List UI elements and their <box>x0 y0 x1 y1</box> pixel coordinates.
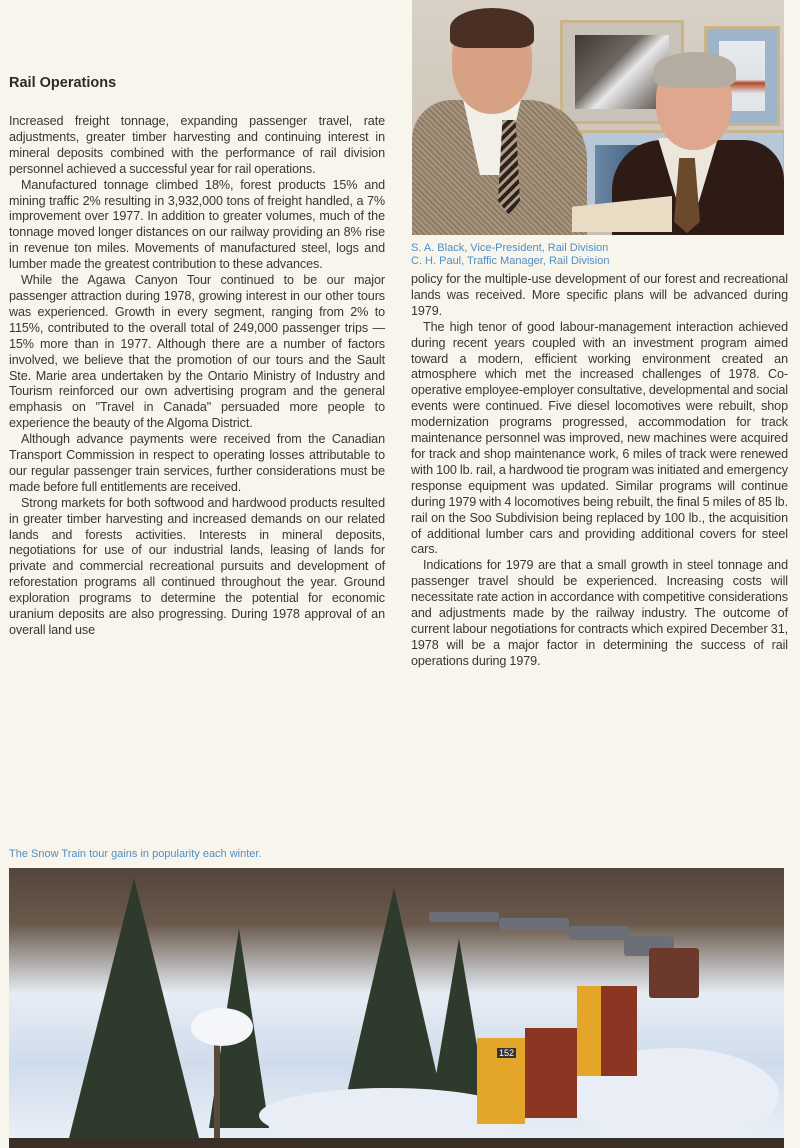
photo-bottom-edge <box>9 1138 784 1148</box>
person-black-hair <box>450 8 534 48</box>
section-heading: Rail Operations <box>9 75 117 91</box>
paragraph-passenger: While the Agawa Canyon Tour continued to be our major passenger attraction during 1978, growing interest in our other tours was experienced. Growth in every segment, ranging from 2% to 115%, contributed to the overall total of 249,000 passenger trips — 15% more than in 1977. Although there are a number of factors involved, we believe that the promotion of our tours and the Sault Ste. Marie area undertaken by the Ontario Ministry of Industry and Tourism reinforced our own advertising program and the general emphasis on "Travel in Canada" persuaded more people to experience the beauty of the Algoma District. <box>9 273 385 431</box>
paragraph-transport-commission: Although advance payments were received from the Canadian Transport Commission in respect to operating losses attributable to our regular passenger train services, further considerations must be made before full entitlements are received. <box>9 432 385 494</box>
locomotive-hood <box>525 1028 577 1118</box>
paragraph-intro: Increased freight tonnage, expanding passenger travel, rate adjustments, greater timber harvesting and continuing interest in mineral deposits combined with the performance of rail division personnel achieved a successful year for rail operations. <box>9 114 385 176</box>
passenger-car <box>569 926 629 940</box>
executives-photo <box>412 0 784 235</box>
lead-locomotive <box>477 1028 577 1128</box>
caption-line-paul: C. H. Paul, Traffic Manager, Rail Division <box>411 255 610 267</box>
paragraph-freight: Manufactured tonnage climbed 18%, forest products 15% and mining traffic 2% resulting in 3,932,000 tons of freight handled, a 7% improvement over 1977. In addition to greater volumes, much of the tonnage moved longer distances on our railway providing an 8% rise in revenue ton miles. Movements of manufactured steel, logs and lumber made the greatest contribution to these advances. <box>9 177 385 272</box>
paragraph-land-use-policy: policy for the multiple-use development of our forest and recreational lands was received. More specific plans will be advanced during 1979. <box>411 272 788 318</box>
left-text-column <box>9 114 385 639</box>
passenger-car <box>429 912 499 922</box>
paragraph-outlook-1979: Indications for 1979 are that a small growth in steel tonnage and passenger travel should be experienced. Increasing costs will necessitate rate action in accordance with competitive considerations and adjustments made by the railway industry. The outcome of current labour negotiations for contracts which expired December 31, 1978 will be a major factor in determining the success of rail operations during 1979. <box>411 558 788 668</box>
paragraph-labour-management: The high tenor of good labour-management interaction achieved during recent years coupled with an investment program aimed toward a modern, efficient working environment created an atmosphere which met the increased challenges of 1978. Co-operative employee-employer consultative, developmental and social events were continued. Five diesel locomotives were rebuilt, shop modernization programs progressed, accommodation for track maintenance personnel was improved, new machines were acquired for track and shop maintenance work, 6 miles of track were renewed with 100 lb. rail, a hardwood tie program was initiated and emergency response equipment was updated. Similar programs will continue during 1979 with 4 locomotives being rebuilt, the final 5 miles of 85 lb. rail on the Soo Subdivision being replaced by 100 lb., the acquisition of additional lumber cars and providing additional covers for steel cars. <box>411 319 788 557</box>
passenger-car <box>649 948 699 998</box>
snow-capped-signal <box>191 1008 253 1046</box>
caption-line-black: S. A. Black, Vice-President, Rail Division <box>411 242 609 254</box>
snow-train-photo <box>9 868 784 1148</box>
train-photo-caption: The Snow Train tour gains in popularity each winter. <box>9 848 262 860</box>
spruce-tree <box>69 878 199 1138</box>
second-locomotive <box>577 986 637 1076</box>
passenger-car <box>499 918 569 930</box>
executives-photo-caption <box>411 242 609 268</box>
right-text-column <box>411 272 788 670</box>
paragraph-lands-forests: Strong markets for both softwood and hardwood products resulted in greater timber harvesting and increased demands on our related lands and forests activities. Interests in mineral deposits, negotiations for use of our industrial lands, leasing of lands for private and commercial recreational pursuits and development of reforestation programs all continued throughout the year. Ground exploration programs to determine the potential for economic uranium deposits are also progressing. During 1978 approval of an overall land use <box>9 495 385 637</box>
locomotive-number: 152 <box>499 1048 515 1058</box>
signal-post <box>214 1038 220 1138</box>
person-paul-hair <box>654 52 736 88</box>
